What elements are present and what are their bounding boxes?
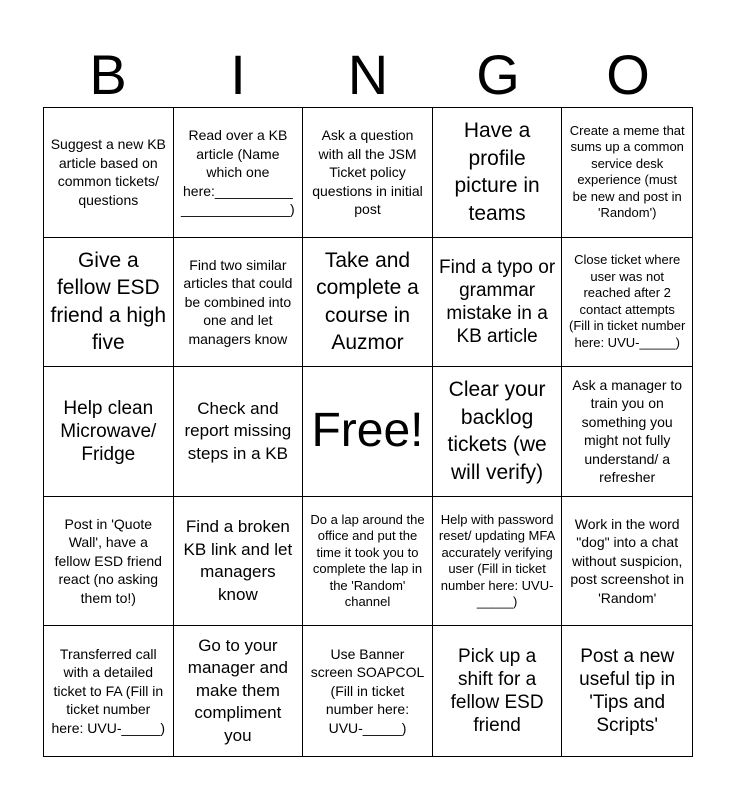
cell-text: Ask a manager to train you on something you might not fully understand/ a refresher: [572, 376, 683, 486]
cell-text: Give a fellow ESD friend a high five: [50, 248, 167, 355]
cell-text: Post a new useful tip in 'Tips and Scripts': [579, 646, 676, 737]
bingo-cell[interactable]: [562, 626, 692, 756]
cell-text: Pick up a shift for a fellow ESD friend: [450, 646, 544, 737]
bingo-cell[interactable]: [433, 108, 563, 238]
bingo-cell[interactable]: [433, 497, 563, 627]
bingo-cell[interactable]: [303, 238, 433, 368]
cell-text: Take and complete a course in Auzmor: [316, 248, 419, 355]
cell-text: Clear your backlog tickets (we will verify): [447, 378, 547, 484]
bingo-header: [43, 40, 693, 110]
header-letter-g: G: [476, 43, 520, 106]
cell-text: Read over a KB article (Name which one here:__________ ______________): [181, 127, 295, 218]
cell-text: Suggest a new KB article based on common tickets/ questions: [50, 136, 166, 208]
header-letter-n: N: [347, 43, 389, 106]
bingo-cell[interactable]: [174, 238, 304, 368]
cell-text: Help with password reset/ updating MFA accurately verifying user (Fill in ticket number here: UVU-_____): [438, 511, 556, 610]
cell-text: Post in 'Quote Wall', have a fellow ESD friend react (no asking them to!): [54, 515, 162, 606]
bingo-cell[interactable]: [562, 108, 692, 238]
bingo-cell[interactable]: [44, 367, 174, 497]
cell-text: Work in the word "dog" into a chat without suspicion, post screenshot in 'Random': [570, 515, 684, 606]
header-letter-b: B: [89, 43, 127, 106]
cell-text: Find a typo or grammar mistake in a KB article: [439, 256, 556, 347]
cell-text: Find a broken KB link and let managers know: [183, 517, 293, 604]
cell-text: Transferred call with a detailed ticket to FA (Fill in ticket number here: UVU-_____): [51, 645, 166, 736]
bingo-cell[interactable]: [562, 367, 692, 497]
bingo-cell[interactable]: [174, 108, 304, 238]
bingo-cell[interactable]: [433, 367, 563, 497]
bingo-cell[interactable]: [174, 497, 304, 627]
header-letter-i: I: [230, 43, 246, 106]
bingo-cell[interactable]: [433, 238, 563, 368]
cell-text: Go to your manager and make them compliment you: [187, 635, 288, 745]
bingo-cell[interactable]: [174, 626, 304, 756]
bingo-cell[interactable]: [174, 367, 304, 497]
bingo-card: [43, 107, 693, 757]
free-space-text: Free!: [311, 404, 424, 458]
bingo-cell[interactable]: [44, 626, 174, 756]
bingo-cell[interactable]: [44, 108, 174, 238]
bingo-cell[interactable]: [303, 108, 433, 238]
bingo-cell[interactable]: [562, 497, 692, 627]
cell-text: Ask a question with all the JSM Ticket policy questions in initial post: [312, 127, 423, 218]
cell-text: Find two similar articles that could be combined into one and let managers know: [183, 256, 293, 347]
cell-text: Create a meme that sums up a common service desk experience (must be new and post in 'Random'): [569, 122, 685, 221]
cell-text: Have a profile picture in teams: [454, 119, 540, 225]
free-cell[interactable]: [303, 367, 433, 497]
bingo-cell[interactable]: [303, 497, 433, 627]
cell-text: Check and report missing steps in a KB: [184, 398, 292, 463]
cell-text: Close ticket where user was not reached after 2 contact attempts (Fill in ticket number here: UVU-_____): [569, 252, 686, 350]
bingo-cell[interactable]: [44, 497, 174, 627]
cell-text: Use Banner screen SOAPCOL (Fill in ticket number here: UVU-_____): [310, 645, 425, 736]
cell-text: Do a lap around the office and put the time it took you to complete the lap in the 'Random' channel: [310, 511, 425, 610]
cell-text: Help clean Microwave/ Fridge: [60, 397, 157, 465]
bingo-cell[interactable]: [303, 626, 433, 756]
bingo-cell[interactable]: [433, 626, 563, 756]
header-letter-o: O: [606, 43, 650, 106]
bingo-cell[interactable]: [562, 238, 692, 368]
bingo-cell[interactable]: [44, 238, 174, 368]
